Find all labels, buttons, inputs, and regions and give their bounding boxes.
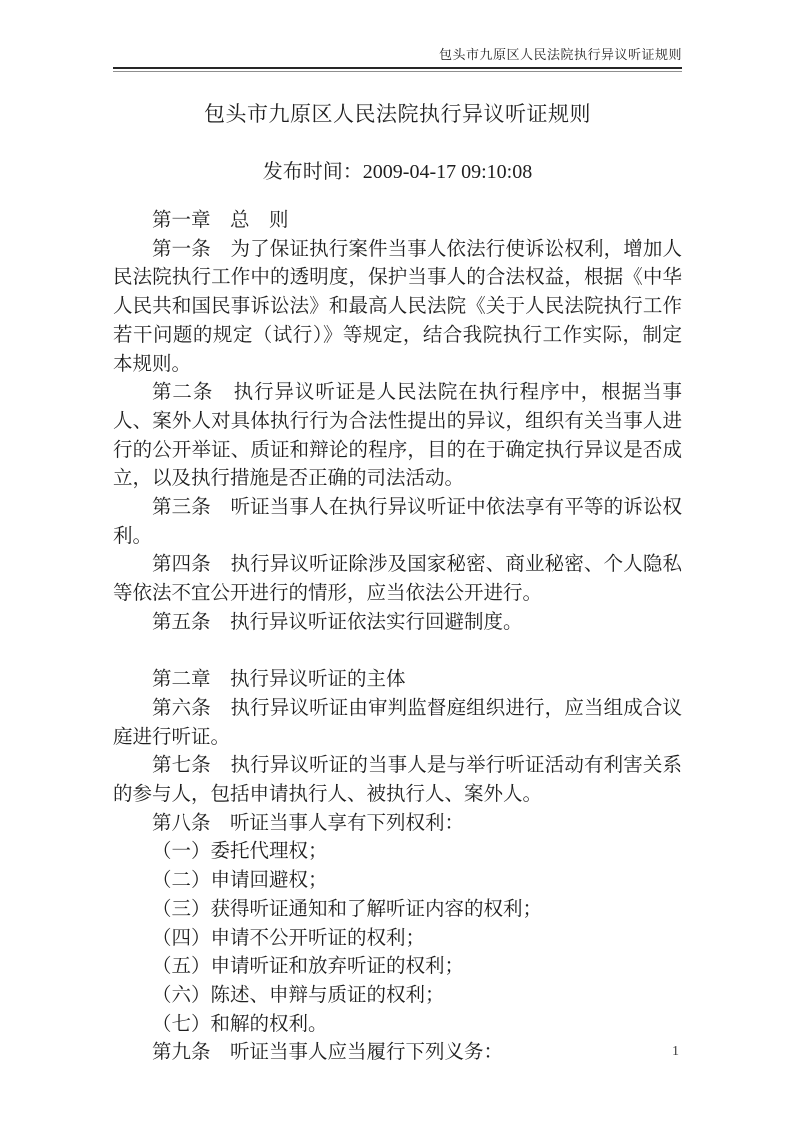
rights-list-item: （七）和解的权利。 xyxy=(152,1013,328,1035)
rights-list-item: （四）申请不公开听证的权利； xyxy=(152,927,426,949)
article-paragraph: 第二条 执行异议听证是人民法院在执行程序中，根据当事人、案外人对具体执行行为合法性提出的异议，组织有关当事人进行的公开举证、质证和辩论的程序，目的在于确定执行异议是否成立，以及执行措施是否正确的司法活动。 xyxy=(113,382,682,490)
publish-time: 发布时间：2009-04-17 09:10:08 xyxy=(262,161,533,183)
article-paragraph: 第七条 执行异议听证的当事人是与举行听证活动有利害关系的参与人，包括申请执行人、被执行人、案外人。 xyxy=(113,755,682,806)
running-header-text: 包头市九原区人民法院执行异议听证规则 xyxy=(438,47,682,62)
article-paragraph: 第一条 为了保证执行案件当事人依法行使诉讼权利，增加人民法院执行工作中的透明度，保护当事人的合法权益，根据《中华人民共和国民事诉讼法》和最高人民法院《关于人民法院执行工作若干问题的规定（试行）》等规定，结合我院执行工作实际，制定本规则。 xyxy=(113,238,682,375)
document-body xyxy=(113,207,682,1068)
header-rule xyxy=(113,67,682,72)
running-header xyxy=(113,0,682,63)
article-paragraph: 第九条 听证当事人应当履行下列义务： xyxy=(152,1042,504,1064)
article-paragraph: 第六条 执行异议听证由审判监督庭组织进行，应当组成合议庭进行听证。 xyxy=(113,697,682,748)
article-paragraph: 第三条 听证当事人在执行异议听证中依法享有平等的诉讼权利。 xyxy=(113,497,682,547)
article-paragraph: 第八条 听证当事人享有下列权利： xyxy=(152,812,465,834)
rights-list-item: （三）获得听证通知和了解听证内容的权利； xyxy=(152,898,543,920)
page-title: 包头市九原区人民法院执行异议听证规则 xyxy=(204,102,591,126)
page-number: 1 xyxy=(672,1044,679,1059)
rights-list-item: （五）申请听证和放弃听证的权利； xyxy=(152,956,465,978)
article-paragraph: 第五条 执行异议听证依法实行回避制度。 xyxy=(152,611,523,633)
article-paragraph: 第四条 执行异议听证除涉及国家秘密、商业秘密、个人隐私等依法不宜公开进行的情形，应当依法公开进行。 xyxy=(113,554,682,605)
rights-list-item: （一）委托代理权； xyxy=(152,841,328,863)
chapter-heading: 第一章 总 则 xyxy=(152,210,289,231)
rights-list-item: （二）申请回避权； xyxy=(152,870,328,892)
chapter-heading: 第二章 执行异议听证的主体 xyxy=(152,669,406,691)
blank-line xyxy=(113,638,682,667)
rights-list-item: （六）陈述、申辩与质证的权利； xyxy=(152,984,445,1006)
